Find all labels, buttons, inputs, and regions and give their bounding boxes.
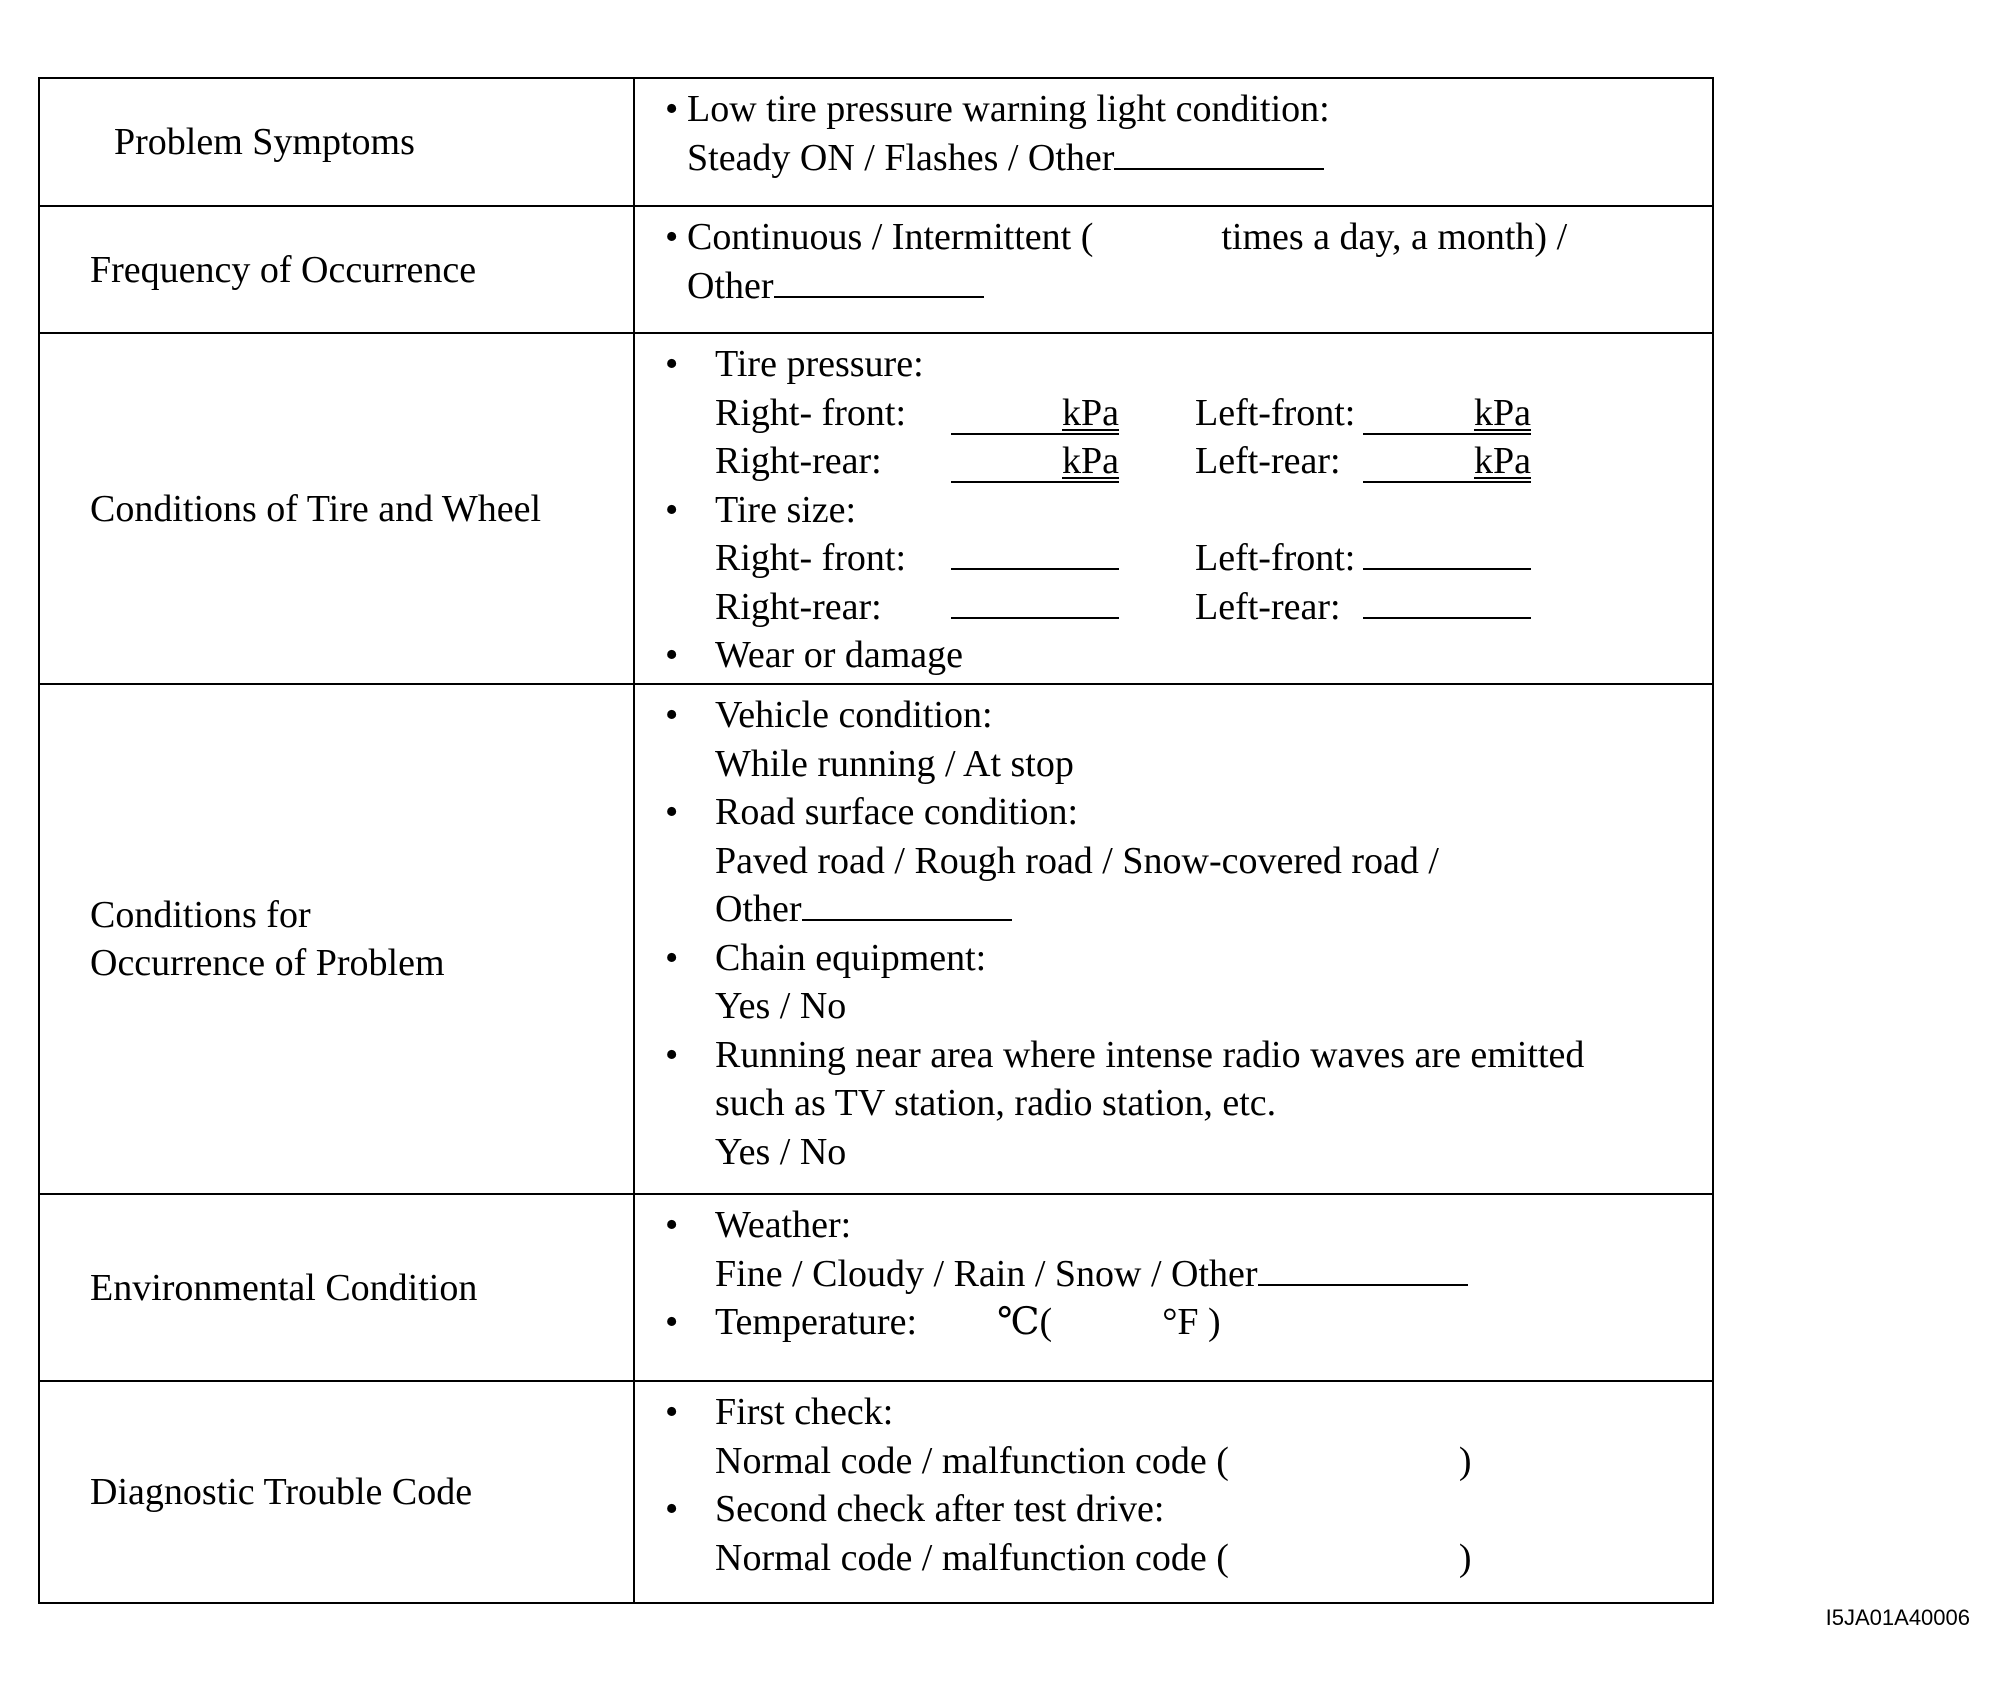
list-item: • Vehicle condition: While running / At stop	[665, 691, 1692, 788]
list-item: • Tire size: Right- front: Left-front: Right-rear: Left-rear:	[665, 486, 1692, 632]
bullet-icon: •	[665, 88, 679, 130]
tire-size-grid: Right- front: Left-front: Right-rear: Left-rear:	[715, 534, 1533, 631]
row-diagnostic-trouble-code	[40, 1380, 1712, 1602]
bullet-icon: •	[665, 488, 679, 531]
row-conditions-for-occurrence	[40, 683, 1712, 1193]
tire-pressure-grid: Right- front: kPa Left-front: kPa Right-rear: kPa Left-rear: kPa	[715, 391, 1531, 482]
row-label: Conditions of Tire and Wheel	[40, 334, 635, 683]
list-item: • Running near area where intense radio waves are emitted such as TV station, radio station, etc. Yes / No	[665, 1031, 1692, 1177]
row-label: Frequency of Occurrence	[40, 207, 635, 332]
row-content	[635, 334, 1712, 683]
list-item: • Road surface condition: Paved road / Rough road / Snow-covered road / Other	[665, 788, 1692, 934]
row-content	[635, 1195, 1712, 1380]
bullet-icon: •	[665, 694, 679, 736]
row-frequency-of-occurrence	[40, 205, 1712, 332]
diagnostic-questionnaire-table	[38, 77, 1714, 1604]
bullet-icon: •	[665, 1301, 679, 1343]
row-label: Diagnostic Trouble Code	[40, 1382, 635, 1602]
other-blank[interactable]	[774, 266, 984, 298]
row-conditions-of-tire-and-wheel	[40, 332, 1712, 683]
list-item: • Weather: Fine / Cloudy / Rain / Snow / Other	[665, 1201, 1692, 1298]
list-item: • Low tire pressure warning light condition: Steady ON / Flashes / Other	[665, 85, 1692, 182]
row-label: Conditions for Occurrence of Problem	[40, 685, 635, 1193]
bullet-icon: •	[665, 791, 679, 833]
bullet-icon: •	[665, 936, 679, 979]
bullet-icon: •	[665, 1488, 679, 1530]
road-other-blank[interactable]	[802, 889, 1012, 921]
bullet-icon: •	[665, 216, 679, 258]
left-rear-size-field[interactable]	[1363, 583, 1531, 619]
list-item: • Chain equipment: Yes / No	[665, 934, 1692, 1031]
figure-code: I5JA01A40006	[1825, 1605, 1970, 1630]
row-environmental-condition	[40, 1193, 1712, 1380]
right-front-size-field[interactable]	[951, 534, 1119, 570]
row-content	[635, 685, 1712, 1193]
row-content	[635, 79, 1712, 205]
bullet-icon: •	[665, 634, 679, 676]
left-front-size-field[interactable]	[1363, 534, 1531, 570]
bullet-icon: •	[665, 1033, 679, 1076]
list-item: • Wear or damage	[665, 631, 1692, 680]
row-problem-symptoms	[40, 79, 1712, 205]
weather-other-blank[interactable]	[1258, 1254, 1468, 1286]
list-item: • First check: Normal code / malfunction code ( )	[665, 1388, 1692, 1485]
right-rear-size-field[interactable]	[951, 583, 1119, 619]
list-item: • Tire pressure: Right- front: kPa Left-front: kPa Right-rear: kPa Left-rear: kPa	[665, 340, 1692, 486]
left-rear-pressure-field[interactable]: kPa	[1363, 441, 1531, 483]
row-label: Problem Symptoms	[40, 79, 635, 205]
right-rear-pressure-field[interactable]: kPa	[951, 441, 1119, 483]
bullet-icon: •	[665, 1204, 679, 1246]
right-front-pressure-field[interactable]: kPa	[951, 393, 1119, 435]
row-label: Environmental Condition	[40, 1195, 635, 1380]
list-item: • Temperature: ℃( °F )	[665, 1298, 1692, 1347]
list-item: • Continuous / Intermittent ( times a day, a month) / Other	[665, 213, 1692, 310]
list-item: • Second check after test drive: Normal code / malfunction code ( )	[665, 1485, 1692, 1582]
row-content	[635, 207, 1712, 332]
bullet-icon: •	[665, 1391, 679, 1433]
bullet-icon: •	[665, 343, 679, 385]
other-blank[interactable]	[1114, 138, 1324, 170]
left-front-pressure-field[interactable]: kPa	[1363, 393, 1531, 435]
row-content	[635, 1382, 1712, 1602]
